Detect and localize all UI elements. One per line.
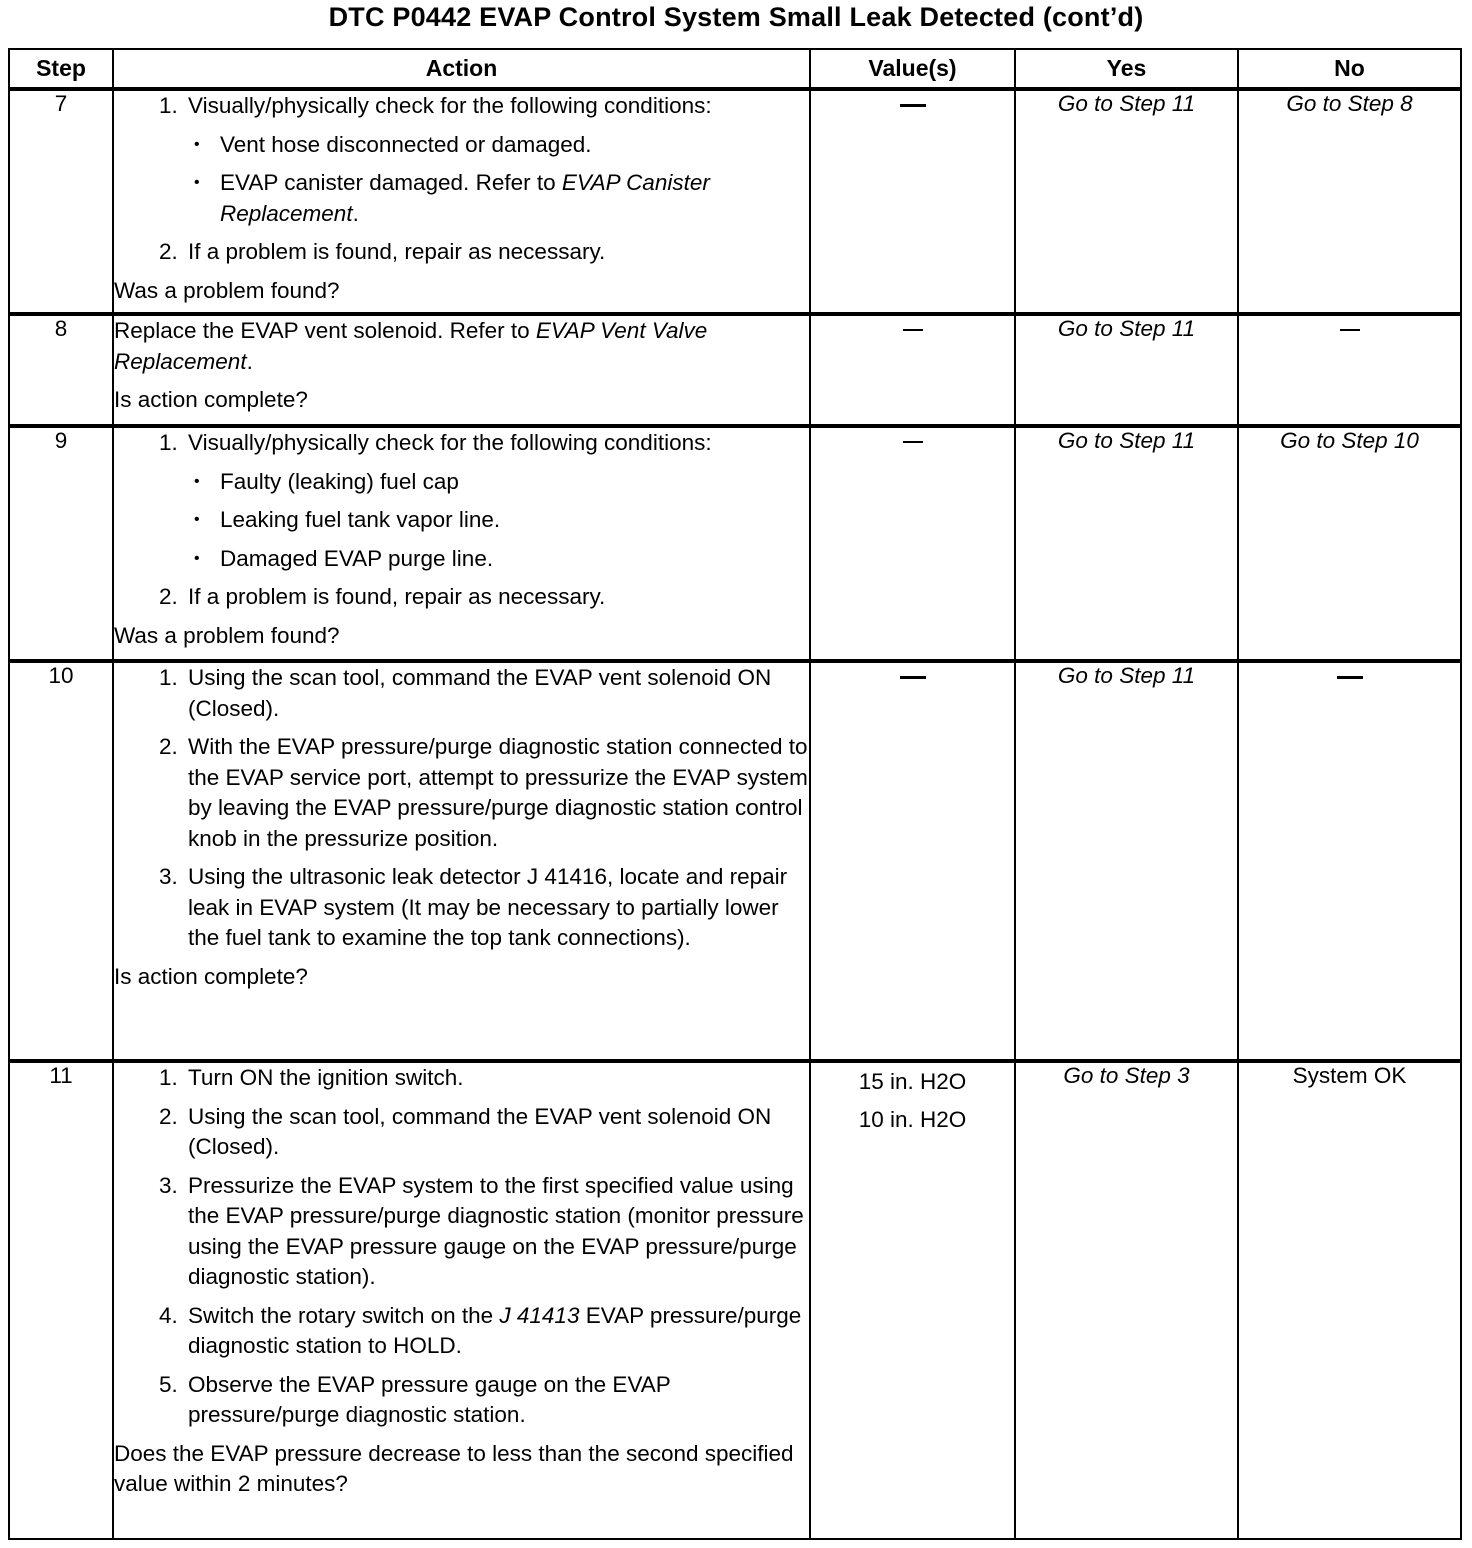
action-question: Is action complete? — [114, 963, 308, 989]
dash-mark — [903, 441, 923, 443]
yes-cell: Go to Step 11 — [1015, 661, 1238, 1061]
bullet-item: • Damaged EVAP purge line. — [220, 544, 809, 575]
action-question: Does the EVAP pressure decrease to less than the second specified value within 2 minutes? — [114, 1440, 794, 1496]
action-cell — [113, 89, 810, 314]
action-cell — [113, 1061, 810, 1539]
action-question: Was a problem found? — [114, 622, 340, 648]
action-item: 5. Observe the EVAP pressure gauge on the EVAP pressure/purge diagnostic station. — [184, 1370, 809, 1431]
table-row-step-8 — [9, 314, 1461, 426]
dash-mark — [1340, 329, 1360, 331]
action-item: 3. Pressurize the EVAP system to the first specified value using the EVAP pressure/purge diagnostic station (monitor pressure using the EVAP pressure gauge on the EVAP pressure/purge diagnostic station). — [184, 1171, 809, 1293]
action-item: 2. If a problem is found, repair as necessary. — [184, 582, 809, 613]
action-cell — [113, 426, 810, 661]
step-number: 9 — [9, 426, 113, 661]
reference-link: EVAP Vent Valve Replacement — [114, 318, 708, 374]
yes-cell: Go to Step 3 — [1015, 1061, 1238, 1539]
dash-mark — [900, 676, 926, 679]
step-number: 10 — [9, 661, 113, 1061]
header-yes: Yes — [1015, 49, 1238, 89]
action-item: 4. Switch the rotary switch on the J 41413 EVAP pressure/purge diagnostic station to HOLD. — [184, 1301, 809, 1362]
value-cell — [810, 426, 1015, 661]
dash-mark — [900, 104, 926, 107]
action-question: Was a problem found? — [114, 277, 340, 303]
value-second: 10 in. H2O — [858, 1107, 967, 1132]
header-step: Step — [9, 49, 113, 89]
yes-cell: Go to Step 11 — [1015, 89, 1238, 314]
page-title: DTC P0442 EVAP Control System Small Leak Detected (cont’d) — [328, 2, 1144, 32]
header-action: Action — [113, 49, 810, 89]
yes-cell: Go to Step 11 — [1015, 314, 1238, 426]
bullet-item: • Vent hose disconnected or damaged. — [220, 130, 809, 161]
action-text: Visually/physically check for the following conditions: — [188, 430, 712, 455]
value-first: 15 in. H2O — [858, 1069, 967, 1094]
action-item — [184, 428, 809, 574]
no-cell — [1238, 661, 1461, 1061]
no-cell: Go to Step 8 — [1238, 89, 1461, 314]
no-cell: Go to Step 10 — [1238, 426, 1461, 661]
table-row-step-11 — [9, 1061, 1461, 1539]
table-row-step-7 — [9, 89, 1461, 314]
no-cell — [1238, 314, 1461, 426]
tool-reference: J 41413 — [499, 1302, 580, 1328]
table-row-step-9 — [9, 426, 1461, 661]
value-cell — [810, 314, 1015, 426]
step-number: 11 — [9, 1061, 113, 1539]
dash-mark — [903, 329, 923, 331]
action-cell: Replace the EVAP vent solenoid. Refer to EVAP Vent Valve Replacement. Is action complete? — [113, 314, 810, 426]
action-item — [184, 91, 809, 229]
header-values: Value(s) — [810, 49, 1015, 89]
action-text: Replace the EVAP vent solenoid. Refer to — [114, 318, 536, 343]
action-item: 2. With the EVAP pressure/purge diagnostic station connected to the EVAP service port, attempt to pressurize the EVAP system by leaving the EVAP pressure/purge diagnostic station control knob in the pressurize position. — [184, 732, 809, 854]
table-row-step-10 — [9, 661, 1461, 1061]
action-cell — [113, 661, 810, 1061]
no-cell: System OK — [1238, 1061, 1461, 1539]
action-item: 3. Using the ultrasonic leak detector J 41416, locate and repair leak in EVAP system (It may be necessary to partially lower the fuel tank to examine the top tank connections). — [184, 862, 809, 954]
action-question: Is action complete? — [114, 387, 308, 412]
action-item: 2. Using the scan tool, command the EVAP vent solenoid ON (Closed). — [184, 1102, 809, 1163]
step-number: 8 — [9, 314, 113, 426]
value-cell — [810, 1061, 1015, 1539]
yes-cell: Go to Step 11 — [1015, 426, 1238, 661]
step-number: 7 — [9, 89, 113, 314]
action-item: 1. Using the scan tool, command the EVAP vent solenoid ON (Closed). — [184, 663, 809, 724]
dash-mark — [1337, 676, 1363, 679]
reference-link: EVAP Canister Replacement — [220, 170, 710, 226]
header-row — [9, 49, 1461, 89]
diagnostic-table — [8, 48, 1462, 1540]
value-cell — [810, 661, 1015, 1061]
value-cell — [810, 89, 1015, 314]
action-item: 1. Turn ON the ignition switch. — [184, 1063, 809, 1094]
bullet-item: • Faulty (leaking) fuel cap — [220, 467, 809, 498]
bullet-item: • EVAP canister damaged. Refer to EVAP Canister Replacement. — [220, 168, 809, 229]
action-text: Visually/physically check for the following conditions: — [188, 93, 712, 118]
bullet-item: • Leaking fuel tank vapor line. — [220, 505, 809, 536]
action-item: 2. If a problem is found, repair as necessary. — [184, 237, 809, 268]
header-no: No — [1238, 49, 1461, 89]
